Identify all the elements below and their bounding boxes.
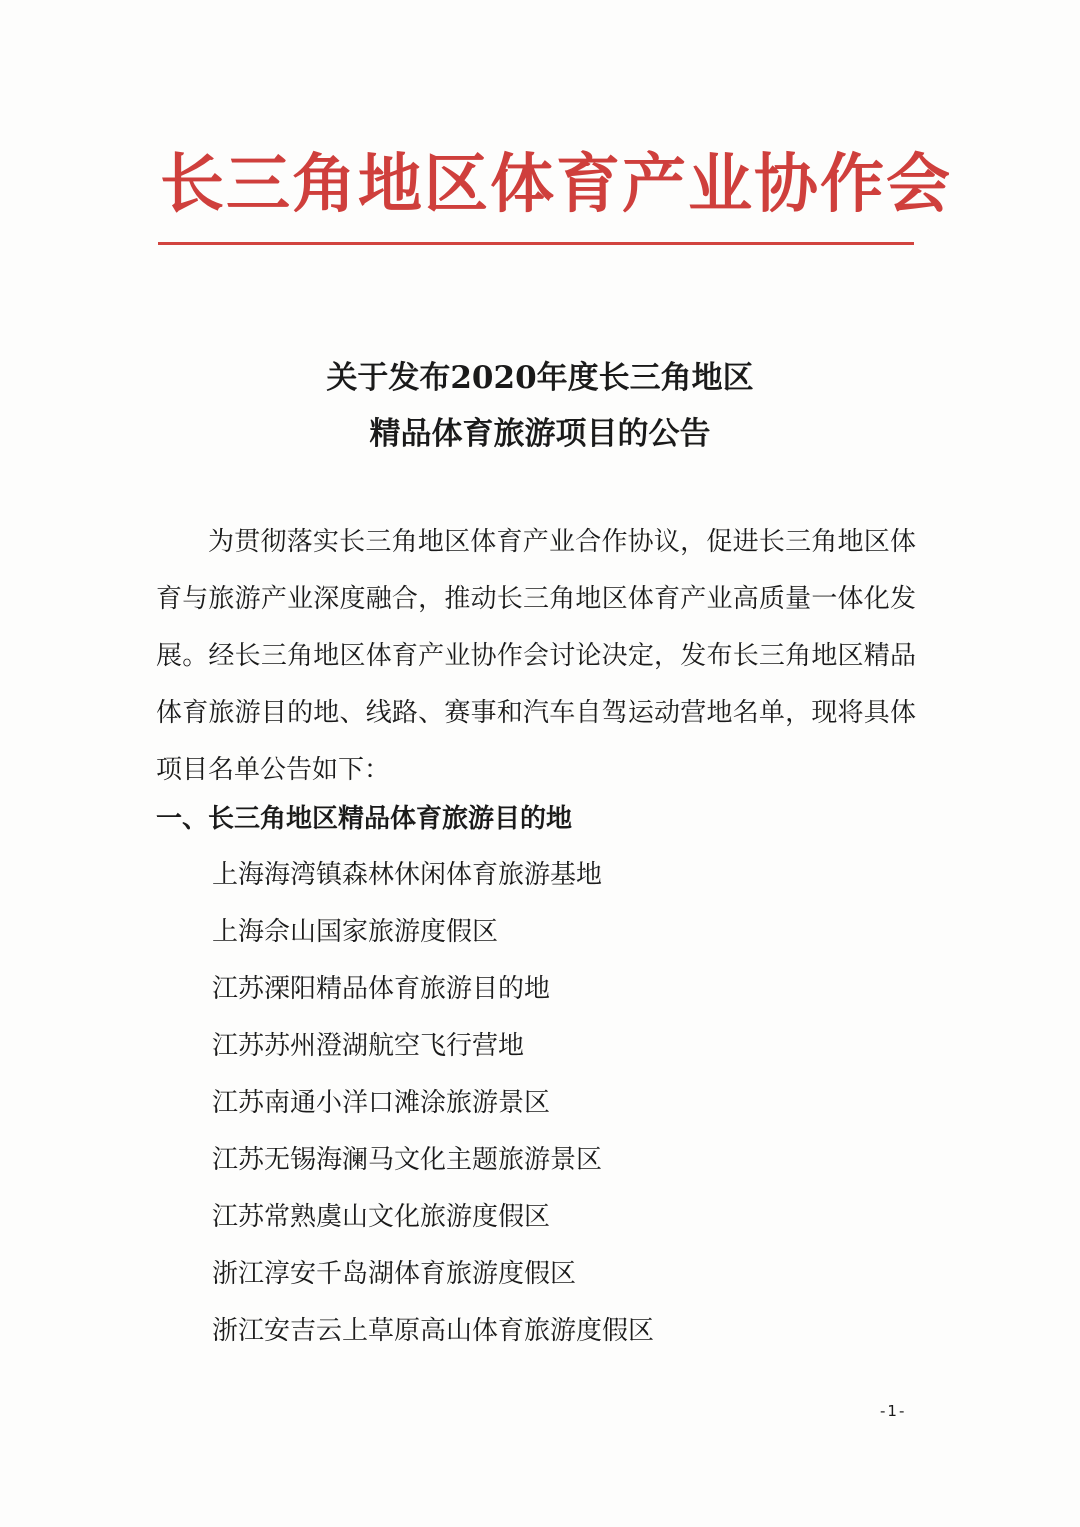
destination-list — [212, 850, 654, 1363]
page-number: -1- — [880, 1402, 907, 1420]
notice-title-line-2: 精品体育旅游项目的公告 — [369, 416, 711, 452]
list-item: 浙江安吉云上草原高山体育旅游度假区 — [212, 1316, 655, 1346]
list-item: 江苏无锡海澜马文化主题旅游景区 — [212, 1145, 603, 1175]
list-item: 江苏苏州澄湖航空飞行营地 — [212, 1031, 525, 1061]
list-item: 上海海湾镇森林休闲体育旅游基地 — [212, 860, 603, 890]
letterhead-red-rule — [158, 242, 914, 245]
notice-title-line-1: 关于发布2020年度长三角地区 — [326, 360, 754, 396]
list-item: 江苏常熟虞山文化旅游度假区 — [212, 1202, 551, 1232]
letterhead-organization-name: 长三角地区体育产业协作会 — [160, 148, 952, 222]
list-item: 上海佘山国家旅游度假区 — [212, 917, 499, 947]
list-item: 江苏溧阳精品体育旅游目的地 — [212, 974, 551, 1004]
list-item: 浙江淳安千岛湖体育旅游度假区 — [212, 1259, 577, 1289]
section-heading: 一、长三角地区精品体育旅游目的地 — [156, 804, 573, 834]
list-item: 江苏南通小洋口滩涂旅游景区 — [212, 1088, 551, 1118]
body-paragraph: 为贯彻落实长三角地区体育产业合作协议，促进长三角地区体育与旅游产业深度融合，推动长三角地区体育产业高质量一体化发展。经长三角地区体育产业协作会讨论决定，发布长三角地区精品体育旅游目的地、线路、赛事和汽车自驾运动营地名单，现将具体项目名单公告如下： — [156, 527, 916, 785]
